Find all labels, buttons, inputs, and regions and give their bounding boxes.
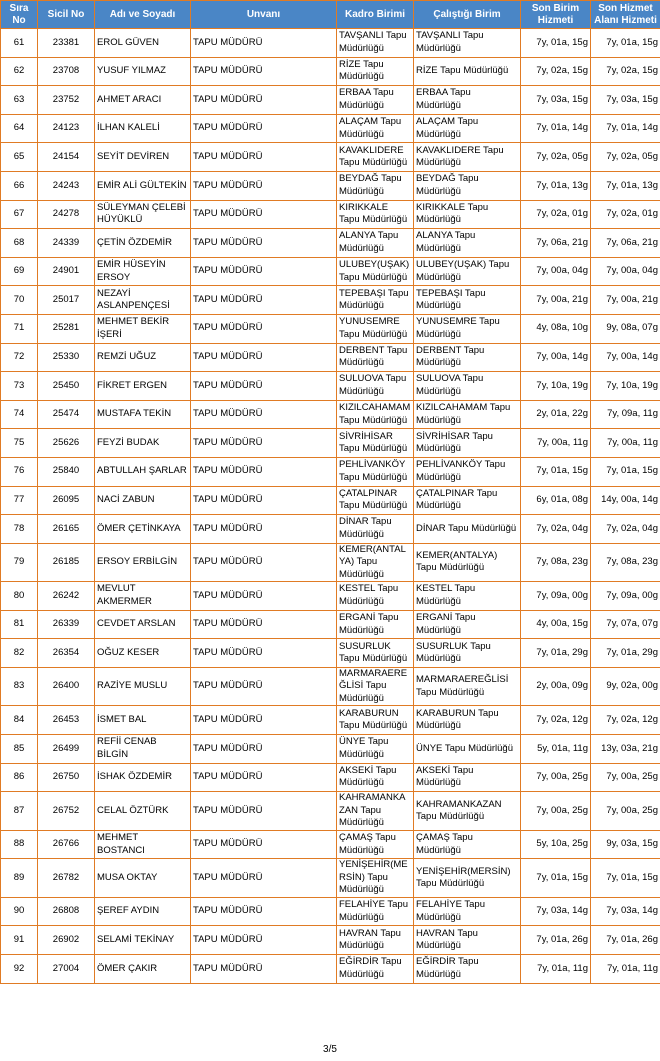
sicil-no-cell: 26400: [38, 667, 95, 706]
title-cell: TAPU MÜDÜRÜ: [191, 457, 337, 486]
table-row: [1, 486, 660, 515]
name-cell: MEVLUT AKMERMER: [95, 582, 191, 611]
sira-no-cell: 89: [1, 859, 38, 898]
title-cell: TAPU MÜDÜRÜ: [191, 926, 337, 955]
son-birim-hizmeti-cell: 2y, 01a, 22g: [521, 400, 591, 429]
son-birim-hizmeti-cell: 4y, 08a, 10g: [521, 314, 591, 343]
calistigi-birim-cell: HAVRAN Tapu Müdürlüğü: [414, 926, 521, 955]
table-row: [1, 735, 660, 764]
name-cell: NEZAYİ ASLANPENÇESİ: [95, 286, 191, 315]
son-hizmet-alani-cell: 7y, 01a, 15g: [591, 859, 660, 898]
sira-no-cell: 64: [1, 114, 38, 143]
son-birim-hizmeti-cell: 7y, 02a, 01g: [521, 200, 591, 229]
kadro-birimi-cell: KARABURUN Tapu Müdürlüğü: [337, 706, 414, 735]
table-row: [1, 926, 660, 955]
table-row: [1, 229, 660, 258]
kadro-birimi-cell: BEYDAĞ Tapu Müdürlüğü: [337, 171, 414, 200]
sira-no-cell: 88: [1, 830, 38, 859]
table-row: [1, 257, 660, 286]
name-cell: EMİR HÜSEYİN ERSOY: [95, 257, 191, 286]
title-cell: TAPU MÜDÜRÜ: [191, 486, 337, 515]
sira-no-cell: 80: [1, 582, 38, 611]
sicil-no-cell: 24339: [38, 229, 95, 258]
sicil-no-cell: 26902: [38, 926, 95, 955]
table-row: [1, 171, 660, 200]
son-hizmet-alani-cell: 14y, 00a, 14g: [591, 486, 660, 515]
sira-no-cell: 74: [1, 400, 38, 429]
sicil-no-cell: 25626: [38, 429, 95, 458]
header-adi-soyadi: Adı ve Soyadı: [95, 1, 191, 29]
sira-no-cell: 78: [1, 515, 38, 544]
son-hizmet-alani-cell: 7y, 01a, 14g: [591, 114, 660, 143]
son-hizmet-alani-cell: 7y, 00a, 25g: [591, 792, 660, 831]
title-cell: TAPU MÜDÜRÜ: [191, 114, 337, 143]
son-birim-hizmeti-cell: 7y, 01a, 11g: [521, 955, 591, 984]
calistigi-birim-cell: DİNAR Tapu Müdürlüğü: [414, 515, 521, 544]
name-cell: EROL GÜVEN: [95, 29, 191, 58]
calistigi-birim-cell: KIZILCAHAMAM Tapu Müdürlüğü: [414, 400, 521, 429]
name-cell: OĞUZ KESER: [95, 639, 191, 668]
kadro-birimi-cell: KAHRAMANKAZAN Tapu Müdürlüğü: [337, 792, 414, 831]
son-hizmet-alani-cell: 7y, 03a, 14g: [591, 897, 660, 926]
sira-no-cell: 84: [1, 706, 38, 735]
sira-no-cell: 85: [1, 735, 38, 764]
table-row: [1, 667, 660, 706]
title-cell: TAPU MÜDÜRÜ: [191, 171, 337, 200]
sira-no-cell: 81: [1, 610, 38, 639]
sicil-no-cell: 24901: [38, 257, 95, 286]
name-cell: ABTULLAH ŞARLAR: [95, 457, 191, 486]
son-hizmet-alani-cell: 13y, 03a, 21g: [591, 735, 660, 764]
table-row: [1, 859, 660, 898]
son-birim-hizmeti-cell: 7y, 01a, 15g: [521, 457, 591, 486]
sicil-no-cell: 26095: [38, 486, 95, 515]
kadro-birimi-cell: TEPEBAŞI Tapu Müdürlüğü: [337, 286, 414, 315]
page-number: 3/5: [323, 1044, 337, 1055]
header-son-hizmet-alani: Son Hizmet Alanı Hizmeti: [591, 1, 660, 29]
title-cell: TAPU MÜDÜRÜ: [191, 830, 337, 859]
kadro-birimi-cell: ALANYA Tapu Müdürlüğü: [337, 229, 414, 258]
son-hizmet-alani-cell: 7y, 02a, 15g: [591, 57, 660, 86]
son-hizmet-alani-cell: 7y, 01a, 15g: [591, 457, 660, 486]
title-cell: TAPU MÜDÜRÜ: [191, 639, 337, 668]
name-cell: MUSTAFA TEKİN: [95, 400, 191, 429]
sicil-no-cell: 26354: [38, 639, 95, 668]
son-birim-hizmeti-cell: 7y, 06a, 21g: [521, 229, 591, 258]
son-hizmet-alani-cell: 7y, 09a, 11g: [591, 400, 660, 429]
name-cell: CELAL ÖZTÜRK: [95, 792, 191, 831]
sicil-no-cell: 23708: [38, 57, 95, 86]
sira-no-cell: 91: [1, 926, 38, 955]
header-son-birim-hizmeti: Son Birim Hizmeti: [521, 1, 591, 29]
calistigi-birim-cell: ÇAMAŞ Tapu Müdürlüğü: [414, 830, 521, 859]
son-birim-hizmeti-cell: 7y, 00a, 21g: [521, 286, 591, 315]
title-cell: TAPU MÜDÜRÜ: [191, 143, 337, 172]
sicil-no-cell: 26808: [38, 897, 95, 926]
table-header-row: [1, 1, 660, 29]
calistigi-birim-cell: ÇATALPINAR Tapu Müdürlüğü: [414, 486, 521, 515]
son-hizmet-alani-cell: 7y, 00a, 21g: [591, 286, 660, 315]
table-row: [1, 897, 660, 926]
sicil-no-cell: 25840: [38, 457, 95, 486]
sira-no-cell: 70: [1, 286, 38, 315]
son-birim-hizmeti-cell: 2y, 00a, 09g: [521, 667, 591, 706]
son-birim-hizmeti-cell: 7y, 08a, 23g: [521, 543, 591, 582]
kadro-birimi-cell: FELAHİYE Tapu Müdürlüğü: [337, 897, 414, 926]
title-cell: TAPU MÜDÜRÜ: [191, 610, 337, 639]
sira-no-cell: 68: [1, 229, 38, 258]
kadro-birimi-cell: HAVRAN Tapu Müdürlüğü: [337, 926, 414, 955]
son-hizmet-alani-cell: 9y, 08a, 07g: [591, 314, 660, 343]
name-cell: ÖMER ÇETİNKAYA: [95, 515, 191, 544]
title-cell: TAPU MÜDÜRÜ: [191, 667, 337, 706]
name-cell: SEYİT DEVİREN: [95, 143, 191, 172]
name-cell: SELAMİ TEKİNAY: [95, 926, 191, 955]
sira-no-cell: 66: [1, 171, 38, 200]
table-row: [1, 200, 660, 229]
kadro-birimi-cell: ÇATALPINAR Tapu Müdürlüğü: [337, 486, 414, 515]
sira-no-cell: 69: [1, 257, 38, 286]
title-cell: TAPU MÜDÜRÜ: [191, 859, 337, 898]
title-cell: TAPU MÜDÜRÜ: [191, 582, 337, 611]
title-cell: TAPU MÜDÜRÜ: [191, 229, 337, 258]
calistigi-birim-cell: PEHLİVANKÖY Tapu Müdürlüğü: [414, 457, 521, 486]
son-birim-hizmeti-cell: 7y, 00a, 04g: [521, 257, 591, 286]
son-hizmet-alani-cell: 7y, 06a, 21g: [591, 229, 660, 258]
kadro-birimi-cell: AKSEKİ Tapu Müdürlüğü: [337, 763, 414, 792]
table-row: [1, 543, 660, 582]
table-row: [1, 639, 660, 668]
sira-no-cell: 76: [1, 457, 38, 486]
kadro-birimi-cell: TAVŞANLI Tapu Müdürlüğü: [337, 29, 414, 58]
sicil-no-cell: 25450: [38, 372, 95, 401]
calistigi-birim-cell: SİVRİHİSAR Tapu Müdürlüğü: [414, 429, 521, 458]
title-cell: TAPU MÜDÜRÜ: [191, 955, 337, 984]
sicil-no-cell: 25474: [38, 400, 95, 429]
calistigi-birim-cell: AKSEKİ Tapu Müdürlüğü: [414, 763, 521, 792]
calistigi-birim-cell: KAVAKLIDERE Tapu Müdürlüğü: [414, 143, 521, 172]
calistigi-birim-cell: YENİŞEHİR(MERSİN) Tapu Müdürlüğü: [414, 859, 521, 898]
name-cell: MEHMET BEKİR İŞERİ: [95, 314, 191, 343]
title-cell: TAPU MÜDÜRÜ: [191, 343, 337, 372]
sicil-no-cell: 25281: [38, 314, 95, 343]
title-cell: TAPU MÜDÜRÜ: [191, 400, 337, 429]
son-hizmet-alani-cell: 7y, 09a, 00g: [591, 582, 660, 611]
sicil-no-cell: 26339: [38, 610, 95, 639]
calistigi-birim-cell: MARMARAEREĞLİSİ Tapu Müdürlüğü: [414, 667, 521, 706]
son-birim-hizmeti-cell: 7y, 02a, 15g: [521, 57, 591, 86]
sicil-no-cell: 23381: [38, 29, 95, 58]
sira-no-cell: 83: [1, 667, 38, 706]
name-cell: ŞEREF AYDIN: [95, 897, 191, 926]
sira-no-cell: 62: [1, 57, 38, 86]
calistigi-birim-cell: TAVŞANLI Tapu Müdürlüğü: [414, 29, 521, 58]
son-hizmet-alani-cell: 7y, 00a, 04g: [591, 257, 660, 286]
header-unvani: Unvanı: [191, 1, 337, 29]
kadro-birimi-cell: ÜNYE Tapu Müdürlüğü: [337, 735, 414, 764]
son-birim-hizmeti-cell: 7y, 01a, 29g: [521, 639, 591, 668]
name-cell: İLHAN KALELİ: [95, 114, 191, 143]
kadro-birimi-cell: KESTEL Tapu Müdürlüğü: [337, 582, 414, 611]
sira-no-cell: 72: [1, 343, 38, 372]
calistigi-birim-cell: TEPEBAŞI Tapu Müdürlüğü: [414, 286, 521, 315]
table-row: [1, 955, 660, 984]
table-row: [1, 400, 660, 429]
title-cell: TAPU MÜDÜRÜ: [191, 286, 337, 315]
son-birim-hizmeti-cell: 7y, 09a, 00g: [521, 582, 591, 611]
calistigi-birim-cell: KIRIKKALE Tapu Müdürlüğü: [414, 200, 521, 229]
table-row: [1, 286, 660, 315]
table-row: [1, 57, 660, 86]
header-kadro-birimi: Kadro Birimi: [337, 1, 414, 29]
table-row: [1, 314, 660, 343]
sira-no-cell: 67: [1, 200, 38, 229]
sicil-no-cell: 26453: [38, 706, 95, 735]
sicil-no-cell: 26766: [38, 830, 95, 859]
calistigi-birim-cell: ALANYA Tapu Müdürlüğü: [414, 229, 521, 258]
son-birim-hizmeti-cell: 7y, 02a, 05g: [521, 143, 591, 172]
kadro-birimi-cell: YENİŞEHİR(MERSİN) Tapu Müdürlüğü: [337, 859, 414, 898]
sira-no-cell: 65: [1, 143, 38, 172]
kadro-birimi-cell: KAVAKLIDERE Tapu Müdürlüğü: [337, 143, 414, 172]
son-hizmet-alani-cell: 7y, 01a, 15g: [591, 29, 660, 58]
title-cell: TAPU MÜDÜRÜ: [191, 372, 337, 401]
son-hizmet-alani-cell: 7y, 03a, 15g: [591, 86, 660, 115]
son-hizmet-alani-cell: 7y, 02a, 05g: [591, 143, 660, 172]
son-birim-hizmeti-cell: 4y, 00a, 15g: [521, 610, 591, 639]
sicil-no-cell: 24243: [38, 171, 95, 200]
son-birim-hizmeti-cell: 7y, 01a, 15g: [521, 859, 591, 898]
name-cell: CEVDET ARSLAN: [95, 610, 191, 639]
sicil-no-cell: 26185: [38, 543, 95, 582]
title-cell: TAPU MÜDÜRÜ: [191, 86, 337, 115]
title-cell: TAPU MÜDÜRÜ: [191, 543, 337, 582]
title-cell: TAPU MÜDÜRÜ: [191, 792, 337, 831]
kadro-birimi-cell: RİZE Tapu Müdürlüğü: [337, 57, 414, 86]
sicil-no-cell: 24278: [38, 200, 95, 229]
son-hizmet-alani-cell: 7y, 07a, 07g: [591, 610, 660, 639]
title-cell: TAPU MÜDÜRÜ: [191, 515, 337, 544]
son-hizmet-alani-cell: 7y, 01a, 11g: [591, 955, 660, 984]
calistigi-birim-cell: KEMER(ANTALYA) Tapu Müdürlüğü: [414, 543, 521, 582]
son-birim-hizmeti-cell: 7y, 10a, 19g: [521, 372, 591, 401]
sira-no-cell: 75: [1, 429, 38, 458]
kadro-birimi-cell: SUSURLUK Tapu Müdürlüğü: [337, 639, 414, 668]
kadro-birimi-cell: YUNUSEMRE Tapu Müdürlüğü: [337, 314, 414, 343]
title-cell: TAPU MÜDÜRÜ: [191, 897, 337, 926]
son-hizmet-alani-cell: 7y, 00a, 11g: [591, 429, 660, 458]
sicil-no-cell: 23752: [38, 86, 95, 115]
title-cell: TAPU MÜDÜRÜ: [191, 314, 337, 343]
son-birim-hizmeti-cell: 7y, 00a, 25g: [521, 792, 591, 831]
kadro-birimi-cell: DİNAR Tapu Müdürlüğü: [337, 515, 414, 544]
son-birim-hizmeti-cell: 7y, 01a, 14g: [521, 114, 591, 143]
title-cell: TAPU MÜDÜRÜ: [191, 735, 337, 764]
calistigi-birim-cell: KAHRAMANKAZAN Tapu Müdürlüğü: [414, 792, 521, 831]
son-birim-hizmeti-cell: 7y, 02a, 04g: [521, 515, 591, 544]
son-birim-hizmeti-cell: 7y, 02a, 12g: [521, 706, 591, 735]
sicil-no-cell: 26750: [38, 763, 95, 792]
son-hizmet-alani-cell: 7y, 00a, 25g: [591, 763, 660, 792]
sira-no-cell: 73: [1, 372, 38, 401]
name-cell: YUSUF YILMAZ: [95, 57, 191, 86]
son-birim-hizmeti-cell: 5y, 01a, 11g: [521, 735, 591, 764]
sira-no-cell: 92: [1, 955, 38, 984]
sicil-no-cell: 24123: [38, 114, 95, 143]
son-hizmet-alani-cell: 9y, 02a, 00g: [591, 667, 660, 706]
calistigi-birim-cell: SUSURLUK Tapu Müdürlüğü: [414, 639, 521, 668]
table-row: [1, 457, 660, 486]
sira-no-cell: 77: [1, 486, 38, 515]
son-hizmet-alani-cell: 7y, 08a, 23g: [591, 543, 660, 582]
table-row: [1, 610, 660, 639]
son-birim-hizmeti-cell: 7y, 00a, 25g: [521, 763, 591, 792]
name-cell: ÇETİN ÖZDEMİR: [95, 229, 191, 258]
son-birim-hizmeti-cell: 7y, 01a, 13g: [521, 171, 591, 200]
name-cell: REMZİ UĞUZ: [95, 343, 191, 372]
name-cell: AHMET ARACI: [95, 86, 191, 115]
sira-no-cell: 63: [1, 86, 38, 115]
table-row: [1, 86, 660, 115]
sira-no-cell: 82: [1, 639, 38, 668]
son-birim-hizmeti-cell: 5y, 10a, 25g: [521, 830, 591, 859]
kadro-birimi-cell: EĞİRDİR Tapu Müdürlüğü: [337, 955, 414, 984]
title-cell: TAPU MÜDÜRÜ: [191, 200, 337, 229]
sira-no-cell: 90: [1, 897, 38, 926]
calistigi-birim-cell: SULUOVA Tapu Müdürlüğü: [414, 372, 521, 401]
kadro-birimi-cell: DERBENT Tapu Müdürlüğü: [337, 343, 414, 372]
sicil-no-cell: 26165: [38, 515, 95, 544]
kadro-birimi-cell: ÇAMAŞ Tapu Müdürlüğü: [337, 830, 414, 859]
son-hizmet-alani-cell: 9y, 03a, 15g: [591, 830, 660, 859]
name-cell: SÜLEYMAN ÇELEBİ HÜYÜKLÜ: [95, 200, 191, 229]
title-cell: TAPU MÜDÜRÜ: [191, 257, 337, 286]
table-row: [1, 763, 660, 792]
son-birim-hizmeti-cell: 7y, 01a, 26g: [521, 926, 591, 955]
header-calistigi-birim: Çalıştığı Birim: [414, 1, 521, 29]
kadro-birimi-cell: MARMARAEREĞLİSİ Tapu Müdürlüğü: [337, 667, 414, 706]
calistigi-birim-cell: YUNUSEMRE Tapu Müdürlüğü: [414, 314, 521, 343]
header-sira-no: Sıra No: [1, 1, 38, 29]
table-row: [1, 143, 660, 172]
title-cell: TAPU MÜDÜRÜ: [191, 429, 337, 458]
name-cell: FEYZİ BUDAK: [95, 429, 191, 458]
title-cell: TAPU MÜDÜRÜ: [191, 706, 337, 735]
header-sicil-no: Sicil No: [38, 1, 95, 29]
title-cell: TAPU MÜDÜRÜ: [191, 763, 337, 792]
sicil-no-cell: 27004: [38, 955, 95, 984]
sira-no-cell: 86: [1, 763, 38, 792]
son-hizmet-alani-cell: 7y, 02a, 01g: [591, 200, 660, 229]
sira-no-cell: 87: [1, 792, 38, 831]
table-row: [1, 792, 660, 831]
son-hizmet-alani-cell: 7y, 02a, 04g: [591, 515, 660, 544]
calistigi-birim-cell: KESTEL Tapu Müdürlüğü: [414, 582, 521, 611]
name-cell: ÖMER ÇAKIR: [95, 955, 191, 984]
kadro-birimi-cell: PEHLİVANKÖY Tapu Müdürlüğü: [337, 457, 414, 486]
calistigi-birim-cell: ERGANİ Tapu Müdürlüğü: [414, 610, 521, 639]
kadro-birimi-cell: SULUOVA Tapu Müdürlüğü: [337, 372, 414, 401]
name-cell: İSHAK ÖZDEMİR: [95, 763, 191, 792]
name-cell: FİKRET ERGEN: [95, 372, 191, 401]
kadro-birimi-cell: ERBAA Tapu Müdürlüğü: [337, 86, 414, 115]
name-cell: NACİ ZABUN: [95, 486, 191, 515]
son-hizmet-alani-cell: 7y, 10a, 19g: [591, 372, 660, 401]
son-birim-hizmeti-cell: 7y, 03a, 14g: [521, 897, 591, 926]
kadro-birimi-cell: SİVRİHİSAR Tapu Müdürlüğü: [337, 429, 414, 458]
sicil-no-cell: 25330: [38, 343, 95, 372]
table-row: [1, 343, 660, 372]
son-birim-hizmeti-cell: 7y, 00a, 14g: [521, 343, 591, 372]
calistigi-birim-cell: ULUBEY(UŞAK) Tapu Müdürlüğü: [414, 257, 521, 286]
son-hizmet-alani-cell: 7y, 01a, 13g: [591, 171, 660, 200]
name-cell: MEHMET BOSTANCI: [95, 830, 191, 859]
sicil-no-cell: 26499: [38, 735, 95, 764]
table-row: [1, 29, 660, 58]
sicil-no-cell: 25017: [38, 286, 95, 315]
name-cell: ERSOY ERBİLGİN: [95, 543, 191, 582]
sira-no-cell: 79: [1, 543, 38, 582]
son-birim-hizmeti-cell: 6y, 01a, 08g: [521, 486, 591, 515]
sicil-no-cell: 24154: [38, 143, 95, 172]
son-birim-hizmeti-cell: 7y, 03a, 15g: [521, 86, 591, 115]
title-cell: TAPU MÜDÜRÜ: [191, 57, 337, 86]
kadro-birimi-cell: KIZILCAHAMAM Tapu Müdürlüğü: [337, 400, 414, 429]
kadro-birimi-cell: ULUBEY(UŞAK) Tapu Müdürlüğü: [337, 257, 414, 286]
kadro-birimi-cell: KEMER(ANTALYA) Tapu Müdürlüğü: [337, 543, 414, 582]
sicil-no-cell: 26242: [38, 582, 95, 611]
table-row: [1, 429, 660, 458]
table-row: [1, 830, 660, 859]
name-cell: RAZİYE MUSLU: [95, 667, 191, 706]
sicil-no-cell: 26752: [38, 792, 95, 831]
table-row: [1, 582, 660, 611]
son-birim-hizmeti-cell: 7y, 01a, 15g: [521, 29, 591, 58]
name-cell: MUSA OKTAY: [95, 859, 191, 898]
son-hizmet-alani-cell: 7y, 00a, 14g: [591, 343, 660, 372]
kadro-birimi-cell: ALAÇAM Tapu Müdürlüğü: [337, 114, 414, 143]
calistigi-birim-cell: RİZE Tapu Müdürlüğü: [414, 57, 521, 86]
kadro-birimi-cell: KIRIKKALE Tapu Müdürlüğü: [337, 200, 414, 229]
table-row: [1, 372, 660, 401]
son-hizmet-alani-cell: 7y, 01a, 26g: [591, 926, 660, 955]
name-cell: EMİR ALİ GÜLTEKİN: [95, 171, 191, 200]
table-row: [1, 515, 660, 544]
kadro-birimi-cell: ERGANİ Tapu Müdürlüğü: [337, 610, 414, 639]
table-row: [1, 114, 660, 143]
sicil-no-cell: 26782: [38, 859, 95, 898]
table-row: [1, 706, 660, 735]
sira-no-cell: 61: [1, 29, 38, 58]
sira-no-cell: 71: [1, 314, 38, 343]
calistigi-birim-cell: DERBENT Tapu Müdürlüğü: [414, 343, 521, 372]
calistigi-birim-cell: EĞİRDİR Tapu Müdürlüğü: [414, 955, 521, 984]
name-cell: İSMET BAL: [95, 706, 191, 735]
calistigi-birim-cell: FELAHİYE Tapu Müdürlüğü: [414, 897, 521, 926]
calistigi-birim-cell: KARABURUN Tapu Müdürlüğü: [414, 706, 521, 735]
calistigi-birim-cell: BEYDAĞ Tapu Müdürlüğü: [414, 171, 521, 200]
calistigi-birim-cell: ALAÇAM Tapu Müdürlüğü: [414, 114, 521, 143]
title-cell: TAPU MÜDÜRÜ: [191, 29, 337, 58]
calistigi-birim-cell: ÜNYE Tapu Müdürlüğü: [414, 735, 521, 764]
son-birim-hizmeti-cell: 7y, 00a, 11g: [521, 429, 591, 458]
name-cell: REFİİ CENAB BİLGİN: [95, 735, 191, 764]
calistigi-birim-cell: ERBAA Tapu Müdürlüğü: [414, 86, 521, 115]
son-hizmet-alani-cell: 7y, 02a, 12g: [591, 706, 660, 735]
son-hizmet-alani-cell: 7y, 01a, 29g: [591, 639, 660, 668]
